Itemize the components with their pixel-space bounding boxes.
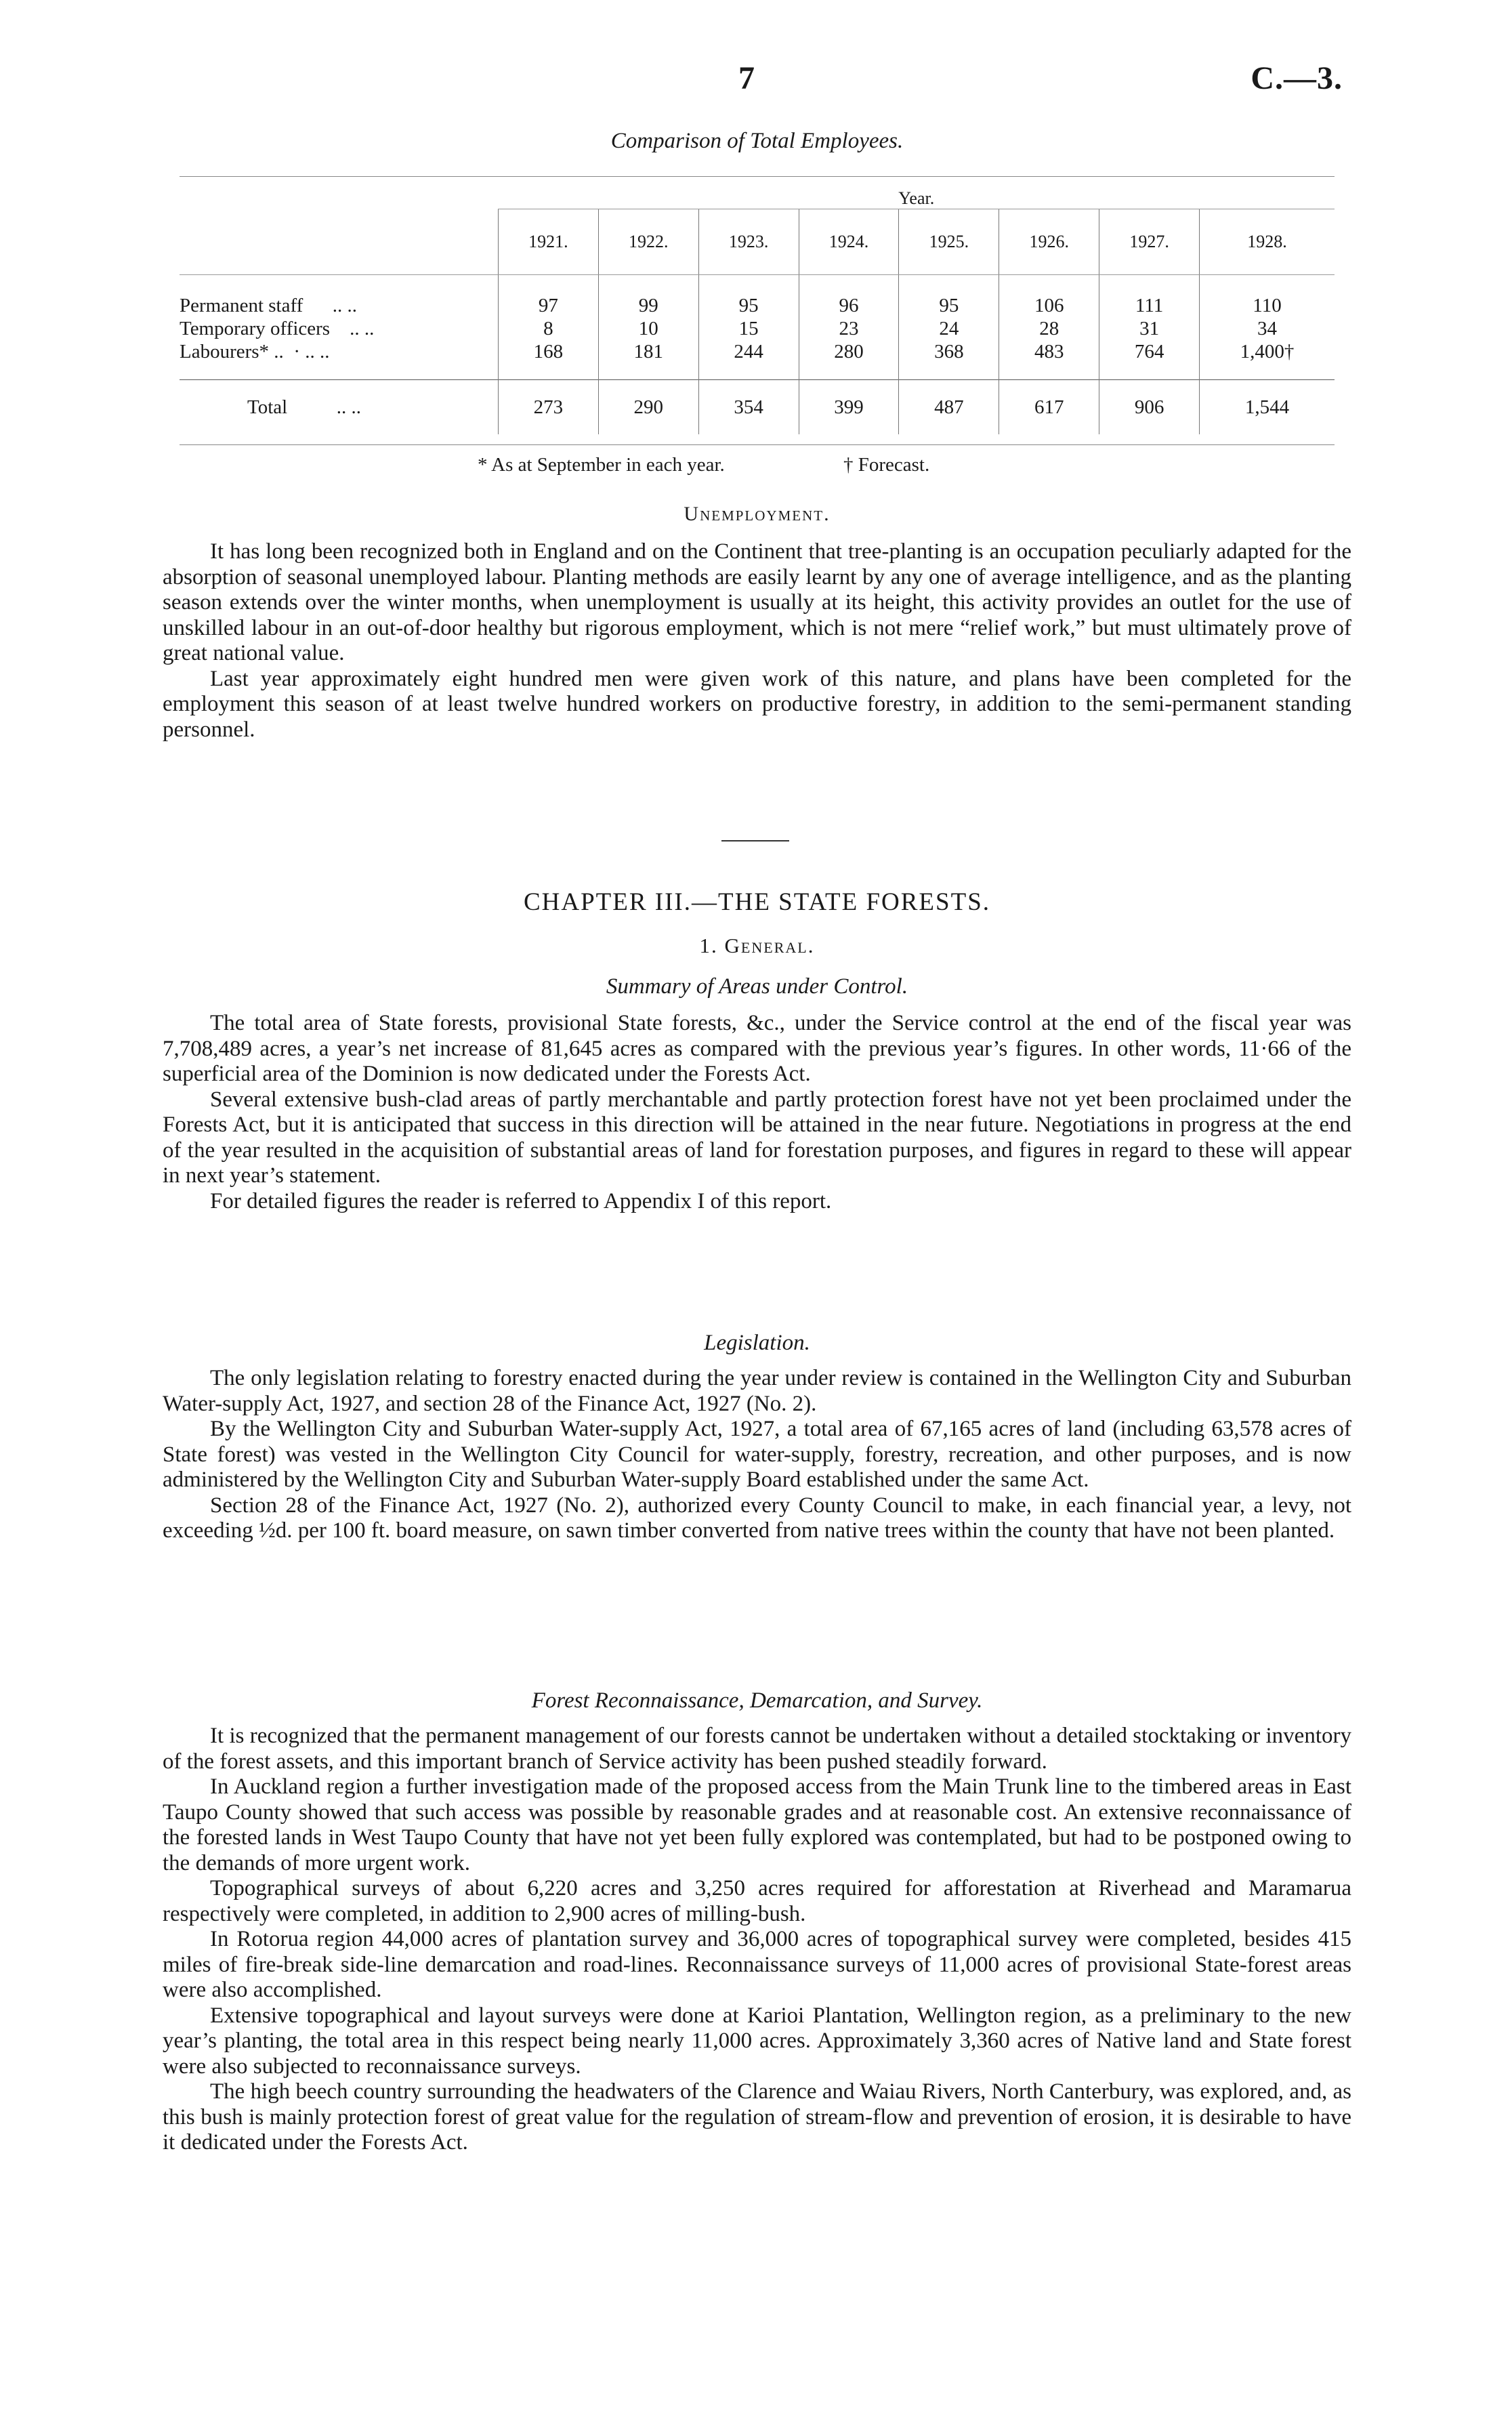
reconnaissance-heading: Forest Reconnaissance, Demarcation, and Survey. [531,1688,983,1713]
year-col: 1928. [1200,209,1335,275]
table-cell: 280 [799,340,899,380]
table-cell: 15 [698,317,799,340]
table-cell: 368 [899,340,999,380]
table-cell: 1,400† [1200,340,1335,380]
paragraph: Topographical surveys of about 6,220 acres and 3,250 acres required for afforestation at Riverhead and Maramarua respectively were completed, in addition to 2,900 acres of milling-bush. [163,1876,1351,1926]
document-code: C.—3. [1251,60,1343,96]
table-cell: 96 [799,275,899,318]
row-label: Temporary officers [180,318,331,339]
table-cell: 24 [899,317,999,340]
table-cell: 354 [698,380,799,435]
paragraph: The only legislation relating to forestry enacted during the year under review is contained in the Wellington City and Suburban Water-supply Act, 1927, and section 28 of the Finance Act, 1927 (No. 2). [163,1366,1351,1416]
table-cell: 31 [1099,317,1200,340]
chapter-title: CHAPTER III.—THE STATE FORESTS. [523,888,991,916]
table-cell: 110 [1200,275,1335,318]
row-label: Permanent staff [180,295,303,316]
paragraph: For detailed figures the reader is referred to Appendix I of this report. [210,1188,832,1213]
table-cell: 34 [1200,317,1335,340]
table-cell: 8 [499,317,599,340]
table-title: Comparison of Total Employees. [610,129,904,153]
paragraph: The high beech country surrounding the headwaters of the Clarence and Waiau Rivers, North Canterbury, was explored, and, as this bush is mainly protection forest of great value for the regulation of stream-flow and prevention of erosion, it is desirable to have it dedicated under the Forests Act. [163,2079,1351,2155]
table-bottom-rule [180,444,1335,445]
paragraph: It has long been recognized both in England and on the Continent that tree-planting is an occupation peculiarly adapted for the absorption of seasonal unemployed labour. Planting methods are easily learnt by any one of average intelligence, and as the planting season extends over the winter months, when unemployment is usually at its height, this activity provides an outlet for the use of unskilled labour in an out-of-door healthy but rigorous employment, which is not mere “relief work,” but must ultimately prove of great national value. [163,539,1351,665]
table-cell: 1,544 [1200,380,1335,435]
table-cell: 28 [999,317,1099,340]
leader-dots: .. .. [332,295,358,316]
page-header [0,60,1512,107]
year-col: 1923. [698,209,799,275]
year-col: 1926. [999,209,1099,275]
table-cell: 290 [598,380,698,435]
paragraph: Last year approximately eight hundred men were given work of this nature, and plans have been completed for the employment this season of at least twelve hundred workers on productive forestry, in addition to the semi-permanent standing personnel. [163,666,1351,742]
table-cell: 99 [598,275,698,318]
leader-dots: .. .. [350,318,375,339]
year-col: 1927. [1099,209,1200,275]
table-cell: 244 [698,340,799,380]
total-label: Total [247,396,288,418]
table-cell: 399 [799,380,899,435]
table-cell: 617 [999,380,1099,435]
table-cell: 95 [899,275,999,318]
table-cell: 106 [999,275,1099,318]
footnote-september: * As at September in each year. [478,454,725,476]
year-col: 1924. [799,209,899,275]
year-col: 1925. [899,209,999,275]
paragraph: In Rotorua region 44,000 acres of plantation survey and 36,000 acres of topographical survey were completed, besides 415 miles of fire-break side-line demarcation and road-lines. Reconnaissance surveys of 11,000 acres of provisional State-forest areas were also accomplished. [163,1927,1351,2002]
paragraph: In Auckland region a further investigation made of the proposed access from the Main Trunk line to the timbered areas in East Taupo County showed that such access was possible by reasonable grades and at reasonable cost. An extensive reconnaissance of the forested lands in West Taupo County that have not yet been fully explored was contemplated, but had to be postponed owing to the demands of more urgent work. [163,1774,1351,1875]
footnote-forecast: † Forecast. [843,454,930,476]
table-cell: 111 [1099,275,1200,318]
table-cell: 487 [899,380,999,435]
table-row [180,340,1335,380]
row-label: Labourers* .. [180,341,284,362]
table-cell: 273 [499,380,599,435]
table-total-row [180,380,1335,435]
section-heading: 1. General. [699,934,815,957]
table-cell: 181 [598,340,698,380]
year-col: 1921. [499,209,599,275]
table-cell: 97 [499,275,599,318]
paragraph: It is recognized that the permanent management of our forests cannot be undertaken without a detailed stocktaking or inventory of the forest assets, and this important branch of Service activity has been pushed steadily forward. [163,1724,1351,1774]
paragraph: By the Wellington City and Suburban Water-supply Act, 1927, a total area of 67,165 acres of land (including 63,578 acres of State forest) was vested in the Wellington City Council for water-supply, forestry, recreation, and other purposes, and is now administered by the Wellington City and Suburban Water-supply Board established under the same Act. [163,1417,1351,1492]
table-row [180,275,1335,318]
employees-table [180,178,1335,434]
summary-heading: Summary of Areas under Control. [606,974,908,999]
table-cell: 23 [799,317,899,340]
legislation-section [163,1366,1351,1544]
table-cell: 483 [999,340,1099,380]
paragraph: Section 28 of the Finance Act, 1927 (No. 2), authorized every County Council to make, in each financial year, a levy, not exceeding ½d. per 100 ft. board measure, on sawn timber converted from native trees within the county that have not been planted. [163,1493,1351,1543]
year-col: 1922. [598,209,698,275]
table-cell: 10 [598,317,698,340]
page-number: 7 [738,60,755,96]
leader-dots: · .. .. [293,341,330,362]
table-cell: 906 [1099,380,1200,435]
paragraph: Extensive topographical and layout surveys were done at Karioi Plantation, Wellington region, as a preliminary to the new year’s planting, the total area in this respect being nearly 11,000 acres. Approximately 3,360 acres of Native land and State forest were also subjected to reconnaissance surveys. [163,2003,1351,2079]
reconnaissance-section [163,1724,1351,2156]
table-cell: 168 [499,340,599,380]
table-row [180,317,1335,340]
year-header: Year. [898,188,935,208]
leader-dots: .. .. [336,396,361,418]
unemployment-section [163,539,1351,743]
paragraph: Several extensive bush-clad areas of partly merchantable and partly protection forest have not yet been proclaimed under the Forests Act, but it is anticipated that success in this direction will be attained in the near future. Negotiations in progress at the end of the year resulted in the acquisition of substantial areas of land for forestation purposes, and figures in regard to these will appear in next year’s statement. [163,1087,1351,1188]
section-divider [721,840,789,841]
legislation-heading: Legislation. [704,1331,810,1355]
table-cell: 95 [698,275,799,318]
table-top-rule [180,176,1335,177]
summary-section [163,1011,1351,1214]
table-cell: 764 [1099,340,1200,380]
unemployment-heading: Unemployment. [684,503,831,525]
paragraph: The total area of State forests, provisional State forests, &c., under the Service control at the end of the fiscal year was 7,708,489 acres, a year’s net increase of 81,645 acres as compared with the previous year’s figures. In other words, 11·66 of the superficial area of the Dominion is now dedicated under the Forests Act. [163,1011,1351,1086]
